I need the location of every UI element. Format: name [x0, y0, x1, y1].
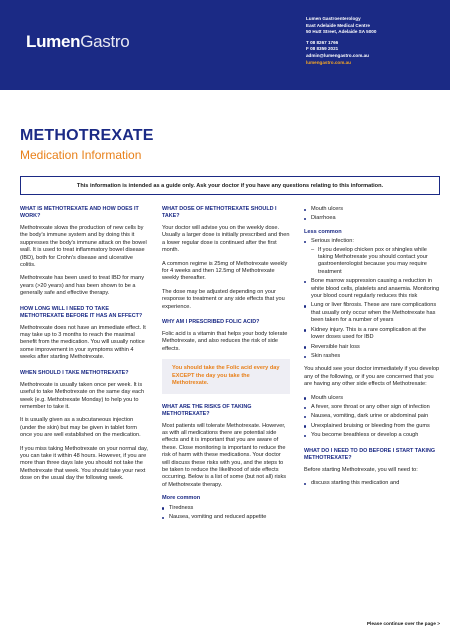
list-item: Unexplained bruising or bleeding from the gums: [304, 423, 440, 430]
list-item: A fever, sore throat or any other sign of infection: [304, 404, 440, 411]
paragraph: Methotrexate has been used to treat IBD for many years (>20 years) and has been shown to be a generally safe and effective therapy.: [20, 275, 145, 297]
list-item: Diarrhoea: [304, 215, 440, 222]
paragraph: Your doctor will advise you on the weekly dose. Usually a larger dose is initially prescribed and then a lower regular dose is continued after the first month.: [162, 225, 290, 254]
paragraph: Methotrexate does not have an immediate effect. It may take up to 3 months to reach the maximal benefit from the medication. You will usually notice some improvement in your symptoms within 4 weeks after starting Methotrexate.: [20, 324, 146, 361]
before-start-list: [304, 480, 440, 487]
folic-acid-callout: You should take the Folic acid every day EXCEPT the day you take the Methotrexate.: [162, 359, 290, 393]
contact-email[interactable]: admin@lumengastro.com.au: [306, 52, 369, 58]
list-item: Mouth ulcers: [304, 395, 440, 402]
heading-what-dose: WHAT DOSE OF METHOTREXATE SHOULD I TAKE?: [162, 206, 277, 219]
contact-website[interactable]: lumengastro.com.au: [306, 59, 351, 65]
subheading-more-common: More common: [162, 495, 201, 502]
page-header: [0, 0, 450, 90]
less-common-list: [304, 238, 440, 360]
document-subtitle: Medication Information: [20, 148, 142, 162]
guide-notice: This information is intended as a guide only. Ask your doctor if you have any questions relating to this information.: [20, 176, 440, 195]
column-2: [162, 206, 290, 527]
paragraph: Most patients will tolerate Methotrexate. However, as with all medications there are potential side effects and it is important that you are aware of these. Close monitoring is important to reduce the risk of harm with these medications. Your doctor will discuss these risks with you, and the steps to be taken to reduce the likelihood of side effects occurring. Below is a list of some (but not all) risks of Methotrexate therapy.: [162, 422, 287, 488]
paragraph: Methotrexate slows the production of new cells by the body's immune system and by doing this it suppresses the body's immune attack on the bowel wall. It is used to treat inflammatory bowel disease (IBD), both for Crohn's disease and ulcerative colitis.: [20, 225, 147, 269]
heading-risks: WHAT ARE THE RISKS OF TAKING METHOTREXATE?: [162, 403, 252, 417]
sub-list: [311, 247, 440, 277]
logo-accent: Gastro: [80, 32, 130, 51]
contact-phone: T 08 8267 1766: [306, 39, 339, 45]
heading-when-take: WHEN SHOULD I TAKE METHOTREXATE?: [20, 369, 129, 376]
heading-what-is: WHAT IS METHOTREXATE AND HOW DOES IT WORK?: [20, 206, 139, 219]
heading-folic-acid: WHY AM I PRESCRIBED FOLIC ACID?: [162, 319, 260, 326]
list-item: Nausea, vomiting, dark urine or abdominal pain: [304, 413, 440, 420]
contact-details: [306, 16, 446, 66]
list-item: [304, 238, 440, 276]
contact-fax: F 08 8359 2021: [306, 46, 339, 52]
column-3: [304, 206, 440, 493]
paragraph: The dose may be adjusted depending on your response to treatment or any side effects that you experience.: [162, 288, 285, 310]
heading-how-long: HOW LONG WILL I NEED TO TAKE METHOTREXATE BEFORE IT HAS AN EFFECT?: [20, 305, 143, 319]
paragraph: Before starting Methotrexate, you will need to:: [304, 466, 418, 473]
title-block: [20, 127, 154, 162]
contact-address: 50 Hutt Street, Adelaide SA 5000: [306, 29, 377, 35]
list-item: Bone marrow suppression causing a reduction in white blood cells, platelets and anaemia. Monitoring your blood count regularly reduces this risk: [304, 278, 440, 300]
list-item: Reversible hair loss: [304, 344, 440, 351]
list-item: Nausea, vomiting and reduced appetite: [162, 514, 290, 521]
continue-note: Please continue over the page >: [366, 622, 440, 627]
paragraph: A common regime is 25mg of Methotrexate weekly for 4 weeks and then 12.5mg of Methotrexate weekly thereafter.: [162, 260, 288, 282]
subheading-less-common: Less common: [304, 228, 342, 235]
list-item: Kidney injury. This is a rare complication at the lower doses used for IBD: [304, 327, 440, 342]
list-item: Lung or liver fibrosis. These are rare complications that usually only occur when the Methotrexate has been taken for a number of years: [304, 302, 440, 324]
lumen-gastro-logo: [26, 32, 129, 52]
column-1: [20, 206, 148, 489]
list-item: Skin rashes: [304, 353, 440, 360]
more-common-list: [162, 505, 290, 522]
paragraph: Methotrexate is usually taken once per week. It is useful to take Methotrexate on the same day each week (e.g. Methotrexate Monday) to help you to remember to take it.: [20, 381, 145, 410]
paragraph: You should see your doctor immediately if you develop any of the following, or if you are concerned that you are having any other side effects of Methotrexate:: [304, 366, 440, 388]
contact-org: Lumen Gastroenterology: [306, 16, 361, 21]
list-item: You become breathless or develop a cough: [304, 432, 440, 439]
list-item: discuss starting this medication and: [304, 480, 440, 487]
paragraph: It is usually given as a subcutaneous injection (under the skin) but may be given in tablet form once you are well established on the medication.: [20, 417, 141, 439]
logo-main: Lumen: [26, 32, 81, 51]
document-title: METHOTREXATE: [20, 127, 154, 144]
list-item: Mouth ulcers: [304, 206, 440, 213]
contact-building: East Adelaide Medical Centre: [306, 22, 370, 28]
list-item: Tiredness: [162, 505, 290, 512]
heading-before-start: WHAT DO I NEED TO DO BEFORE I START TAKING METHOTREXATE?: [304, 447, 436, 461]
sub-list-item: – If you develop chicken pox or shingles while taking Methotrexate you should contact your gastroenterologist because you may require treatment: [311, 247, 440, 277]
list-item-text: Serious infection:: [311, 238, 354, 245]
paragraph: Folic acid is a vitamin that helps your body tolerate Methotrexate, and also reduces the risk of side effects.: [162, 331, 288, 352]
paragraph: If you miss taking Methotrexate on your normal day, you can take it within 48 hours. However, if you are more than three days late you should not take the Methotrexate that week. You should take your next dose on the usual day the following week.: [20, 445, 148, 482]
more-common-list-continued: [304, 206, 440, 223]
see-doctor-list: [304, 395, 440, 440]
